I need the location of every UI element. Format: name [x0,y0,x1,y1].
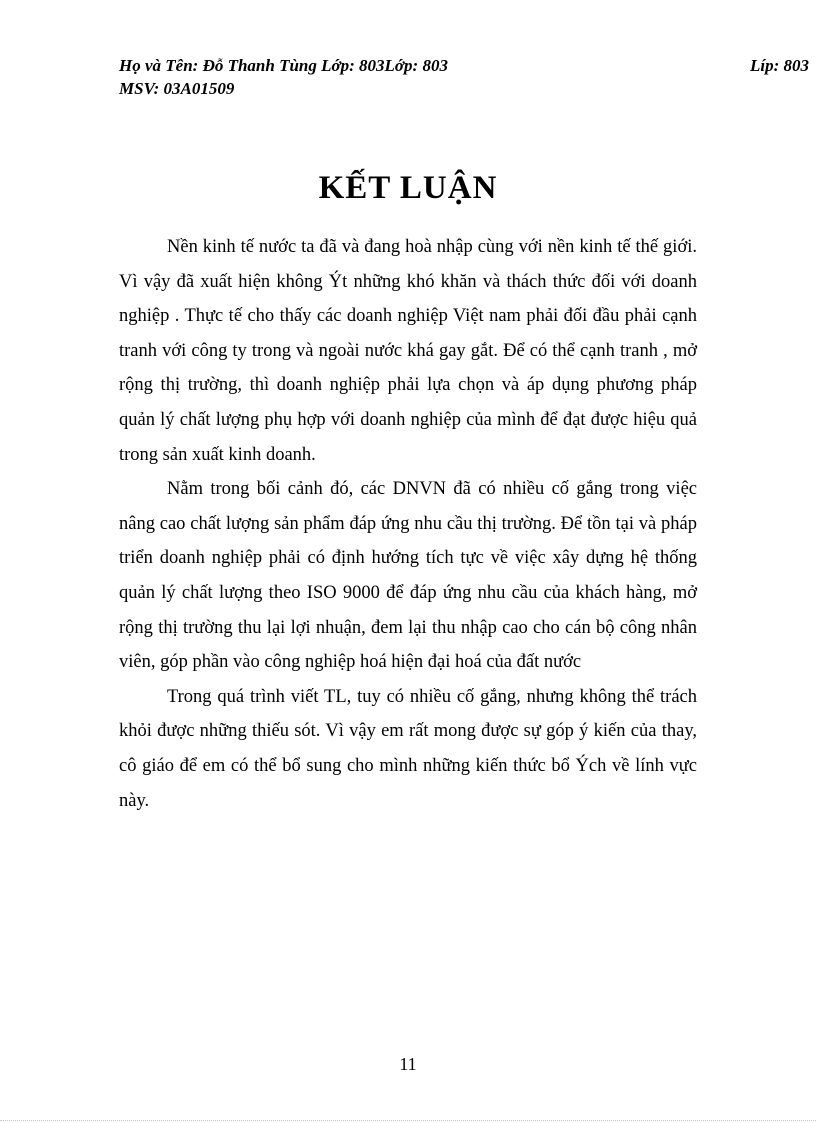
paragraph-1: Nền kinh tế nước ta đã và đang hoà nhập cùng với nền kinh tế thế giới. Vì vậy đã xuất hiện không Ýt những khó khăn và thách thức đối với doanh nghiệp . Thực tế cho thấy các doanh nghiệp Việt nam phải đối đầu phải cạnh tranh với công ty trong và ngoài nước khá gay gắt. Để có thể cạnh tranh , mở rộng thị trường, thì doanh nghiệp phải lựa chọn và áp dụng phương pháp quản lý chất lượng phụ hợp với doanh nghiệp của mình để đạt được hiệu quả trong sản xuất kinh doanh. [119,237,697,465]
header-student-info [119,54,448,100]
header-name-class: Họ và Tên: Đỗ Thanh Tùng Lớp: 803Lớp: 803 [119,56,448,75]
header-student-id: MSV: 03A01509 [119,79,235,98]
paragraph-3: Trong quá trình viết TL, tuy có nhiều cố gắng, nhưng không thể trách khỏi được những thiếu sót. Vì vậy em rất mong được sự góp ý kiến của thay, cô giáo để em có thể bổ sung cho mình những kiến thức bổ Ých về lính vực này. [119,686,697,811]
footer-divider [0,1120,816,1121]
page-number: 11 [399,1054,417,1074]
paragraph-2: Nằm trong bối cảnh đó, các DNVN đã có nhiều cố gắng trong việc nâng cao chất lượng sản phẩm đáp ứng nhu cầu thị trường. Để tồn tại và pháp triển doanh nghiệp phải có định hướng tích tực về việc xây dựng hệ thống quản lý chất lượng theo ISO 9000 để đáp ứng nhu cầu của khách hàng, mở rộng thị trường thu lại lợi nhuận, đem lại thu nhập cao cho cán bộ công nhân viên, góp phần vào công nghiệp hoá hiện đại hoá của đất nước [119,479,697,673]
header-class-right: Líp: 803 [749,56,809,75]
page-title: KẾT LUẬN [318,170,498,206]
conclusion-body [119,230,697,818]
